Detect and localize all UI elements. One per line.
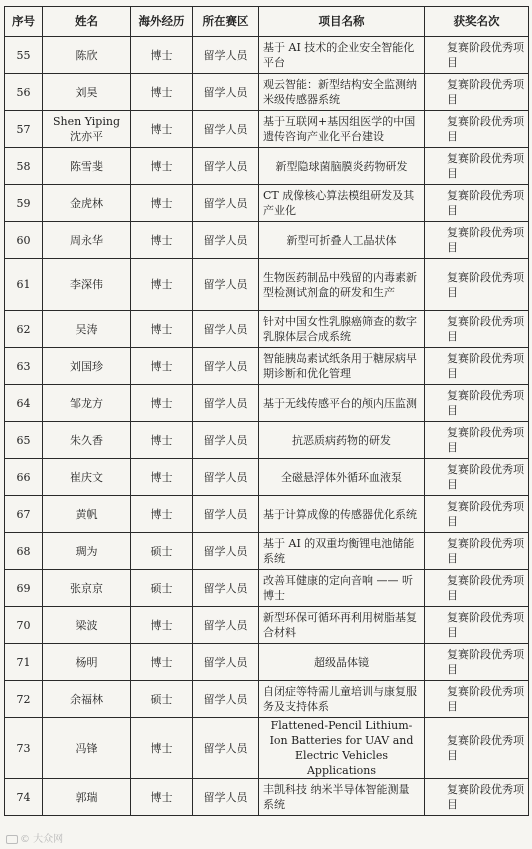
cell-zone: 留学人员 (193, 222, 259, 259)
cell-zone: 留学人员 (193, 311, 259, 348)
header-name: 姓名 (43, 7, 131, 37)
cell-project: 新型隐球菌脑膜炎药物研发 (259, 148, 425, 185)
cell-name: 郭瑞 (43, 779, 131, 816)
cell-project: 基于 AI 的双重均衡锂电池储能系统 (259, 533, 425, 570)
cell-award: 复赛阶段优秀项目 (425, 185, 529, 222)
cell-overseas-experience: 博士 (131, 779, 193, 816)
cell-zone: 留学人员 (193, 74, 259, 111)
cell-award: 复赛阶段优秀项目 (425, 496, 529, 533)
table-row (5, 459, 529, 496)
cell-award: 复赛阶段优秀项目 (425, 459, 529, 496)
cell-overseas-experience: 博士 (131, 496, 193, 533)
header-project: 项目名称 (259, 7, 425, 37)
cell-name: 冯锋 (43, 718, 131, 779)
cell-name: 刘国珍 (43, 348, 131, 385)
cell-zone: 留学人员 (193, 681, 259, 718)
cell-project: 基于互联网+基因组医学的中国遗传咨询产业化平台建设 (259, 111, 425, 148)
cell-name: 余福林 (43, 681, 131, 718)
cell-zone: 留学人员 (193, 422, 259, 459)
cell-zone: 留学人员 (193, 37, 259, 74)
cell-overseas-experience: 博士 (131, 111, 193, 148)
cell-award: 复赛阶段优秀项目 (425, 148, 529, 185)
header-zone: 所在赛区 (193, 7, 259, 37)
cell-name: 杨明 (43, 644, 131, 681)
cell-overseas-experience: 硕士 (131, 570, 193, 607)
cell-no: 66 (5, 459, 43, 496)
cell-project: 基于计算成像的传感器优化系统 (259, 496, 425, 533)
cell-project: 新型可折叠人工晶状体 (259, 222, 425, 259)
cell-name: 崔庆文 (43, 459, 131, 496)
cell-project: CT 成像核心算法模组研发及其产业化 (259, 185, 425, 222)
cell-no: 71 (5, 644, 43, 681)
cell-name: 吴涛 (43, 311, 131, 348)
cell-no: 72 (5, 681, 43, 718)
cell-overseas-experience: 博士 (131, 222, 193, 259)
cell-no: 74 (5, 779, 43, 816)
cell-overseas-experience: 博士 (131, 185, 193, 222)
cell-project: 全磁悬浮体外循环血液泵 (259, 459, 425, 496)
cell-award: 复赛阶段优秀项目 (425, 422, 529, 459)
cell-project: 生物医药制品中残留的内毒素新型检测试剂盒的研发和生产 (259, 259, 425, 311)
cell-zone: 留学人员 (193, 348, 259, 385)
cell-overseas-experience: 博士 (131, 644, 193, 681)
table-row (5, 74, 529, 111)
cell-name: 陈欣 (43, 37, 131, 74)
cell-overseas-experience: 博士 (131, 459, 193, 496)
cell-award: 复赛阶段优秀项目 (425, 681, 529, 718)
table-row (5, 222, 529, 259)
table-row (5, 718, 529, 779)
table-row (5, 148, 529, 185)
cell-project: 针对中国女性乳腺癌筛查的数字乳腺体层合成系统 (259, 311, 425, 348)
cell-award: 复赛阶段优秀项目 (425, 74, 529, 111)
cell-project: 基于无线传感平台的颅内压监测 (259, 385, 425, 422)
table-row (5, 37, 529, 74)
cell-project: 抗恶质病药物的研发 (259, 422, 425, 459)
cell-overseas-experience: 博士 (131, 348, 193, 385)
cell-zone: 留学人员 (193, 607, 259, 644)
cell-project: 新型环保可循环再利用树脂基复合材料 (259, 607, 425, 644)
cell-no: 68 (5, 533, 43, 570)
table-row (5, 311, 529, 348)
cell-project: 超级晶体镜 (259, 644, 425, 681)
cell-overseas-experience: 博士 (131, 607, 193, 644)
cell-overseas-experience: 博士 (131, 385, 193, 422)
cell-award: 复赛阶段优秀项目 (425, 718, 529, 779)
cell-award: 复赛阶段优秀项目 (425, 259, 529, 311)
cell-overseas-experience: 博士 (131, 259, 193, 311)
table-row (5, 644, 529, 681)
cell-zone: 留学人员 (193, 779, 259, 816)
cell-no: 64 (5, 385, 43, 422)
cell-award: 复赛阶段优秀项目 (425, 385, 529, 422)
cell-no: 60 (5, 222, 43, 259)
cell-award: 复赛阶段优秀项目 (425, 779, 529, 816)
cell-overseas-experience: 硕士 (131, 681, 193, 718)
cell-name: 金虎林 (43, 185, 131, 222)
cell-zone: 留学人员 (193, 533, 259, 570)
cell-award: 复赛阶段优秀项目 (425, 111, 529, 148)
awards-table (4, 6, 529, 816)
cell-overseas-experience: 博士 (131, 74, 193, 111)
cell-overseas-experience: 博士 (131, 422, 193, 459)
cell-name: 朱久香 (43, 422, 131, 459)
header-overseas-experience: 海外经历 (131, 7, 193, 37)
cell-overseas-experience: 博士 (131, 311, 193, 348)
watermark: © 大众网 (6, 830, 63, 845)
cell-zone: 留学人员 (193, 496, 259, 533)
cell-no: 67 (5, 496, 43, 533)
cell-zone: 留学人员 (193, 259, 259, 311)
table-row (5, 533, 529, 570)
cell-zone: 留学人员 (193, 185, 259, 222)
cell-no: 59 (5, 185, 43, 222)
cell-name: 刘昊 (43, 74, 131, 111)
cell-name: 黄帆 (43, 496, 131, 533)
cell-no: 55 (5, 37, 43, 74)
cell-overseas-experience: 硕士 (131, 533, 193, 570)
cell-no: 69 (5, 570, 43, 607)
cell-award: 复赛阶段优秀项目 (425, 607, 529, 644)
table-row (5, 111, 529, 148)
cell-name: 张京京 (43, 570, 131, 607)
cell-overseas-experience: 博士 (131, 37, 193, 74)
cell-name: 琱为 (43, 533, 131, 570)
table-row (5, 681, 529, 718)
cell-award: 复赛阶段优秀项目 (425, 222, 529, 259)
header-row (5, 7, 529, 37)
camera-icon (6, 835, 18, 844)
table-row (5, 385, 529, 422)
table-row (5, 185, 529, 222)
cell-name: 陈雪斐 (43, 148, 131, 185)
cell-no: 58 (5, 148, 43, 185)
cell-name: 李深伟 (43, 259, 131, 311)
cell-no: 62 (5, 311, 43, 348)
cell-award: 复赛阶段优秀项目 (425, 348, 529, 385)
cell-name: 梁波 (43, 607, 131, 644)
cell-zone: 留学人员 (193, 148, 259, 185)
cell-award: 复赛阶段优秀项目 (425, 37, 529, 74)
table-row (5, 607, 529, 644)
table-row (5, 496, 529, 533)
table-row (5, 422, 529, 459)
cell-zone: 留学人员 (193, 718, 259, 779)
cell-project: 丰凯科技 纳米半导体智能测量系统 (259, 779, 425, 816)
cell-award: 复赛阶段优秀项目 (425, 570, 529, 607)
cell-project: 智能胰岛素试纸条用于糖尿病早期诊断和优化管理 (259, 348, 425, 385)
cell-project: 基于 AI 技术的企业安全智能化平台 (259, 37, 425, 74)
table-row (5, 259, 529, 311)
cell-no: 63 (5, 348, 43, 385)
cell-project: 自闭症等特需儿童培训与康复服务及支持体系 (259, 681, 425, 718)
table-row (5, 570, 529, 607)
cell-overseas-experience: 博士 (131, 718, 193, 779)
cell-no: 56 (5, 74, 43, 111)
cell-no: 61 (5, 259, 43, 311)
cell-zone: 留学人员 (193, 385, 259, 422)
table-row (5, 779, 529, 816)
cell-no: 73 (5, 718, 43, 779)
cell-no: 70 (5, 607, 43, 644)
cell-name: Shen Yiping 沈亦平 (43, 111, 131, 148)
table-body (5, 37, 529, 816)
cell-project: 观云智能：新型结构安全监测纳米级传感器系统 (259, 74, 425, 111)
table-row (5, 348, 529, 385)
cell-name: 邹龙方 (43, 385, 131, 422)
cell-award: 复赛阶段优秀项目 (425, 533, 529, 570)
cell-zone: 留学人员 (193, 459, 259, 496)
cell-award: 复赛阶段优秀项目 (425, 311, 529, 348)
cell-no: 65 (5, 422, 43, 459)
cell-project: Flattened-Pencil Lithium-Ion Batteries for UAV and Electric Vehicles Applications (259, 718, 425, 779)
cell-no: 57 (5, 111, 43, 148)
header-award: 获奖名次 (425, 7, 529, 37)
cell-zone: 留学人员 (193, 644, 259, 681)
cell-name: 周永华 (43, 222, 131, 259)
header-no: 序号 (5, 7, 43, 37)
cell-zone: 留学人员 (193, 570, 259, 607)
cell-zone: 留学人员 (193, 111, 259, 148)
cell-overseas-experience: 博士 (131, 148, 193, 185)
cell-award: 复赛阶段优秀项目 (425, 644, 529, 681)
cell-project: 改善耳健康的定向音响 —— 听博士 (259, 570, 425, 607)
